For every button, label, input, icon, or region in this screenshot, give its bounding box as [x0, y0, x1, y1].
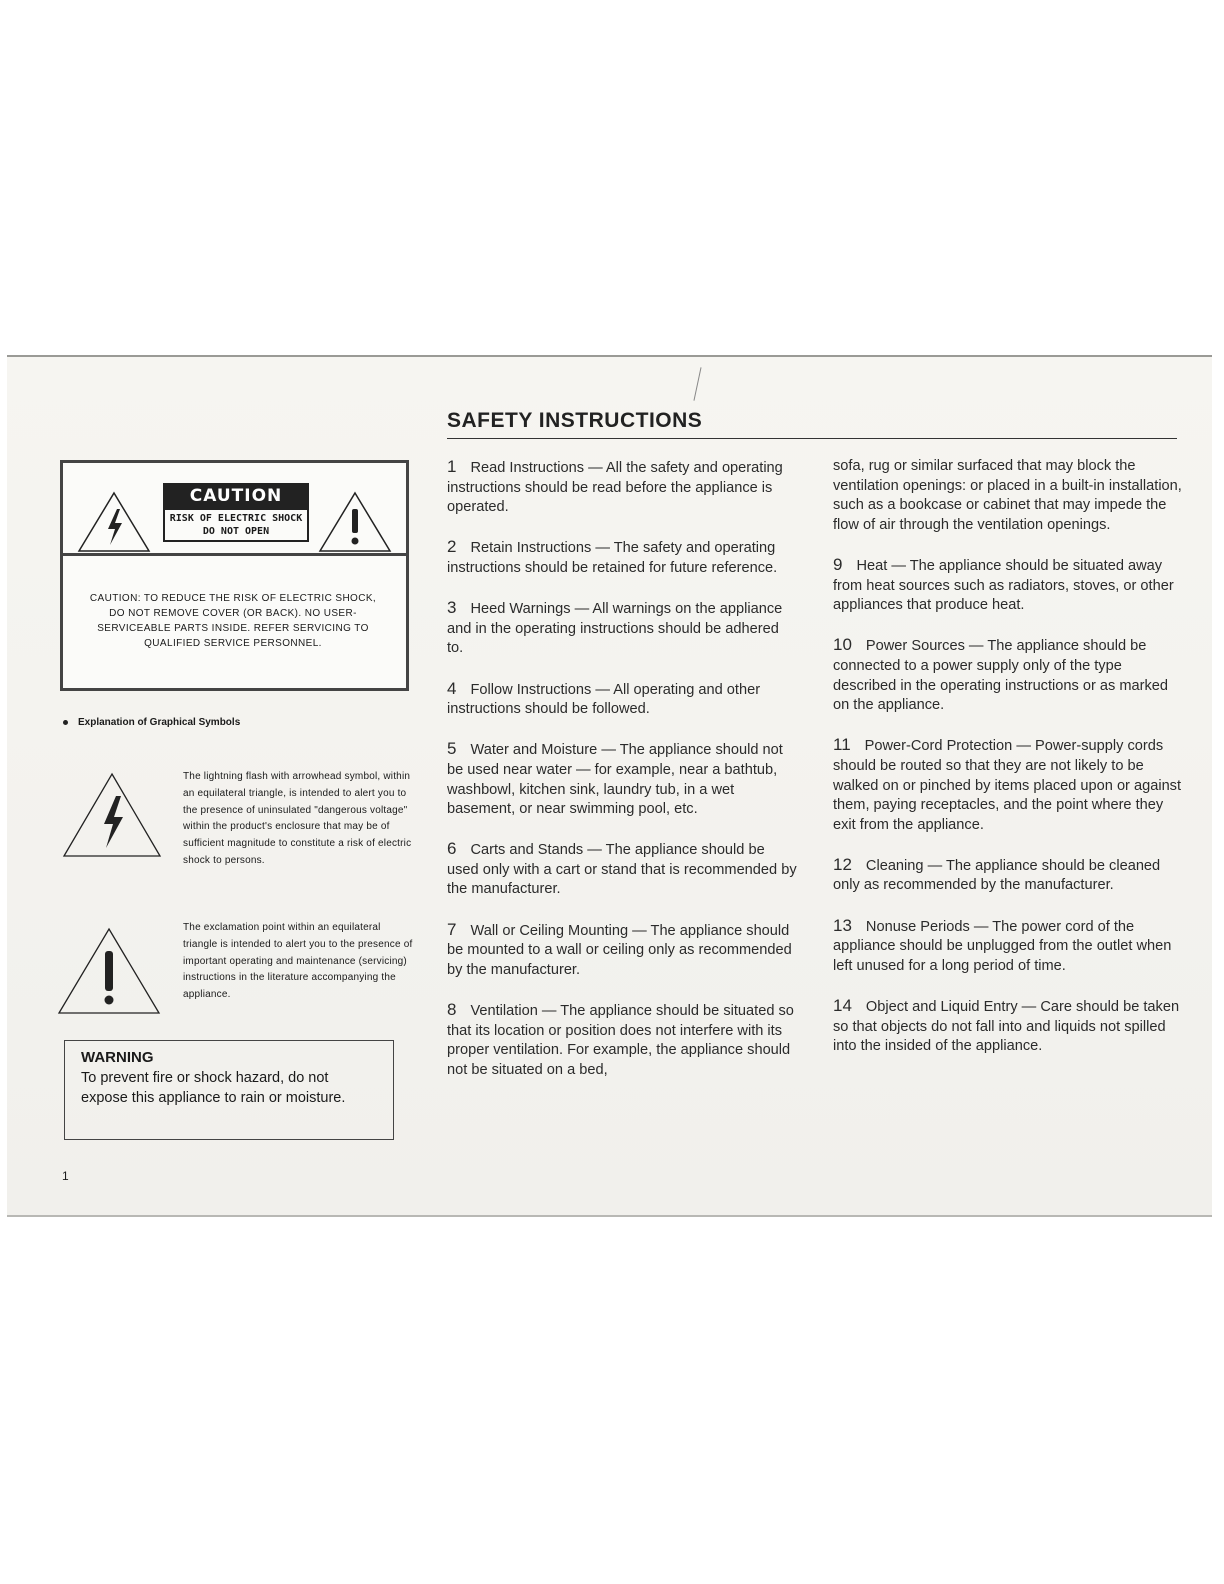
list-item	[833, 555, 1185, 616]
caution-label	[60, 460, 409, 691]
list-item	[833, 855, 1185, 896]
item-text: Nonuse Periods — The power cord of the appliance should be unplugged from the outlet when left unused for a long period of time.	[833, 918, 1172, 974]
item-text: Read Instructions — All the safety and operating instructions should be read before the appliance is operated.	[447, 460, 783, 516]
item-number: 2	[447, 537, 457, 557]
item-number: 4	[447, 678, 457, 698]
item-text: Retain Instructions — The safety and operating instructions should be retained for future reference.	[447, 540, 778, 576]
page-title: SAFETY INSTRUCTIONS	[447, 409, 703, 432]
item-number: 14	[833, 996, 852, 1016]
item-text: Ventilation — The appliance should be situated so that its location or position does not interfere with its proper ventilation. For example, the appliance should not be situated on a bed,	[447, 1003, 794, 1078]
item-number: 8	[447, 1000, 457, 1020]
item-text: Object and Liquid Entry — Care should be taken so that objects do not fall into and liquids not spilled into the insided of the appliance.	[833, 999, 1180, 1055]
list-item	[833, 735, 1185, 835]
list-item	[447, 1000, 797, 1080]
warning-body: To prevent fire or shock hazard, do not expose this appliance to rain or moisture.	[81, 1070, 346, 1106]
item-number: 5	[447, 739, 457, 759]
list-item	[447, 679, 797, 720]
caution-title: CAUTION	[163, 483, 309, 510]
fold-mark	[693, 367, 701, 400]
symbols-heading	[63, 717, 240, 728]
exclamation-triangle-icon	[318, 491, 392, 553]
item-number: 11	[833, 735, 851, 755]
exclamation-triangle-icon	[57, 927, 161, 1015]
caution-line-1: RISK OF ELECTRIC SHOCK	[169, 513, 303, 524]
item-text: Heed Warnings — All warnings on the appliance and in the operating instructions should be adhered to.	[447, 601, 783, 657]
bullet-icon	[63, 720, 68, 725]
list-item	[447, 739, 797, 819]
item-number: 1	[447, 457, 457, 476]
item-text: Heat — The appliance should be situated away from heat sources such as radiators, stoves, or other appliances that produce heat.	[833, 557, 1174, 614]
manual-page	[7, 355, 1212, 1215]
item-number: 6	[447, 839, 457, 859]
lightning-triangle-icon	[77, 491, 151, 553]
lightning-triangle-icon	[62, 772, 162, 858]
title-divider	[447, 438, 1177, 439]
instructions-column-left	[447, 457, 797, 1100]
item-text: Cleaning — The appliance should be cleaned only as recommended by the manufacturer.	[833, 857, 1161, 894]
lightning-symbol-description: The lightning flash with arrowhead symbol, within an equilateral triangle, is intended to alert you to the presence of uninsulated "dangerous voltage" within the product's enclosure that may be of sufficient magnitude to constitute a risk of electric shock to persons.	[183, 771, 412, 866]
warning-box	[64, 1040, 394, 1140]
symbols-heading-text: Explanation of Graphical Symbols	[78, 717, 241, 728]
item-number: 13	[833, 915, 852, 935]
item-number: 12	[833, 854, 852, 874]
list-item	[833, 635, 1185, 715]
item-text: Carts and Stands — The appliance should be used only with a cart or stand that is recommended by the manufacturer.	[447, 842, 797, 898]
list-item-continuation: sofa, rug or similar surfaced that may block the ventilation openings: or placed in a built-in installation, such as a bookcase or cabinet that may impede the flow of air through the ventilation openings.	[833, 458, 1182, 533]
caution-header	[63, 463, 406, 556]
item-text: Wall or Ceiling Mounting — The appliance should be mounted to a wall or ceiling only as recommended by the manufacturer.	[447, 922, 792, 978]
item-text: Follow Instructions — All operating and other instructions should be followed.	[447, 681, 761, 718]
instructions-column-right	[833, 457, 1185, 1076]
caution-text: CAUTION: TO REDUCE THE RISK OF ELECTRIC SHOCK, DO NOT REMOVE COVER (OR BACK). NO USER-SERVICEABLE PARTS INSIDE. REFER SERVICING TO QUALIFIED SERVICE PERSONNEL.	[89, 593, 377, 649]
exclamation-symbol-description: The exclamation point within an equilateral triangle is intended to alert you to the presence of important operating and maintenance (servicing) instructions in the literature accompanying the appliance.	[183, 922, 413, 1001]
list-item	[447, 537, 797, 578]
list-item	[447, 920, 797, 981]
caution-line-2: DO NOT OPEN	[202, 526, 270, 537]
item-number: 9	[833, 554, 843, 574]
item-text: Power-Cord Protection — Power-supply cords should be routed so that they are not likely to be walked on or pinched by items placed upon or against them, paying receptacles, and the point where they exit from the appliance.	[833, 738, 1182, 833]
item-text: Water and Moisture — The appliance should not be used near water — for example, near a bathtub, washbowl, kitchen sink, laundry tub, in a wet basement, or near swimming pool, etc.	[447, 742, 783, 818]
list-item	[833, 916, 1185, 977]
item-number: 3	[447, 598, 457, 618]
caution-subtitle	[163, 510, 309, 542]
list-item	[833, 996, 1185, 1057]
item-text: Power Sources — The appliance should be connected to a power supply only of the type described in the operating instructions or as marked on the appliance.	[833, 638, 1169, 714]
page-number: 1	[62, 1169, 69, 1183]
warning-title: WARNING	[81, 1049, 154, 1066]
item-number: 10	[833, 635, 852, 655]
list-item	[447, 839, 797, 900]
item-number: 7	[447, 919, 457, 939]
list-item	[447, 457, 797, 518]
caution-banner	[163, 483, 309, 542]
list-item	[447, 598, 797, 659]
